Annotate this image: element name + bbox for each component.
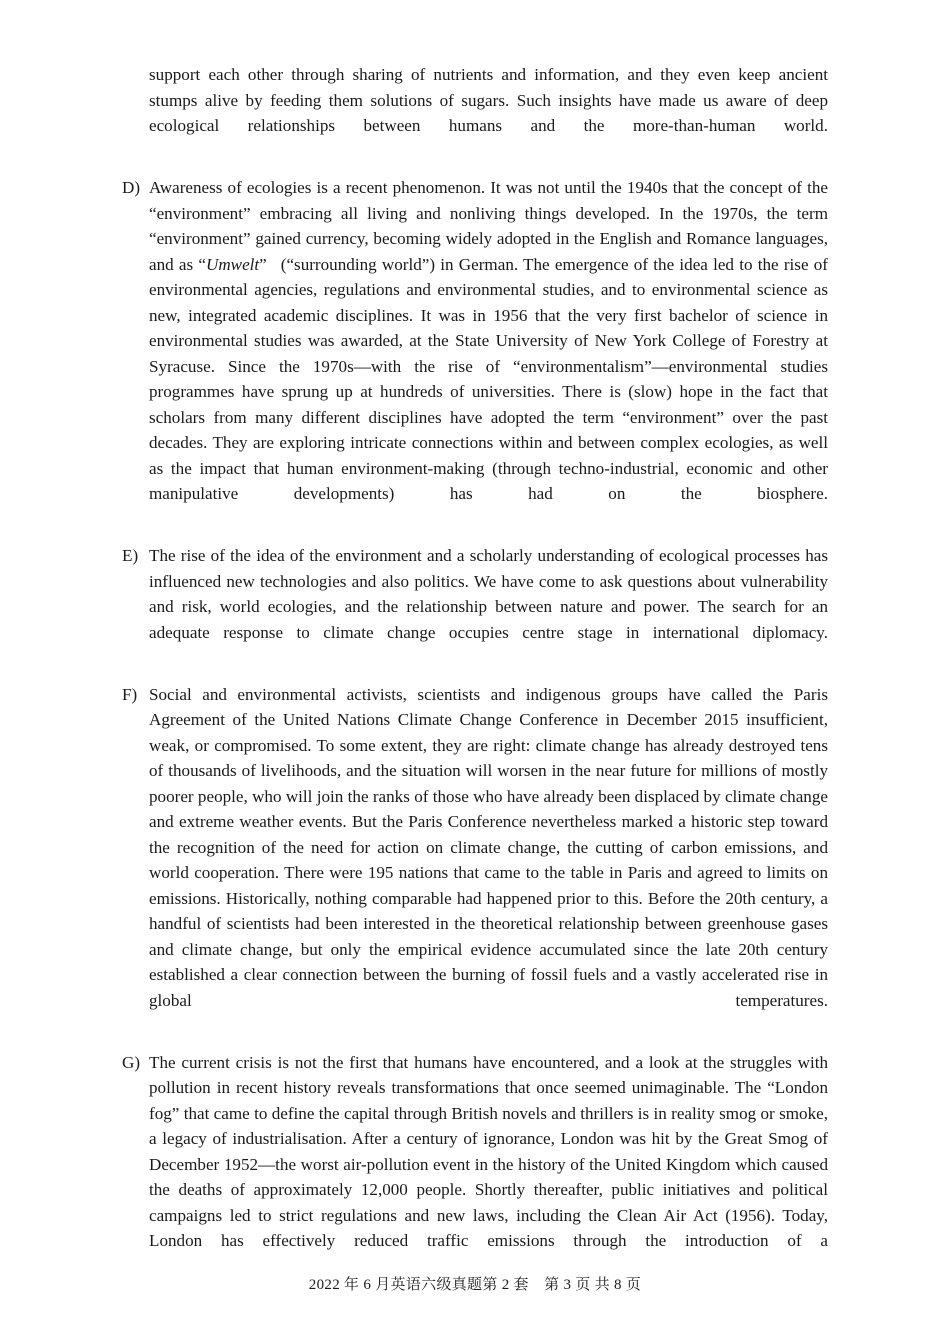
paragraph-d-text-after-term: ” bbox=[259, 254, 267, 274]
paragraph-label-e: E) bbox=[122, 546, 139, 565]
paragraph-text: The current crisis is not the first that humans have encountered, and a look at the struggles with pollution in recent history reveals transformations that once seemed unimaginable. The “London fog” that came to define the capital through British novels and thrillers is in reality smog or smoke, a legacy of industrialisation. After a century of ignorance, London was hit by the Great Smog of December 1952—the worst air-pollution event in the history of the United Kingdom which caused the deaths of approximately 12,000 people. Shortly thereafter, public initiatives and political campaigns led to strict regulations and new laws, including the Clean Air Act (1956). Today, London has effectively reduced traffic emissions through the introduction of a bbox=[149, 1052, 828, 1250]
paragraph-text bbox=[149, 175, 828, 532]
paragraph-label-d: D) bbox=[122, 178, 141, 197]
passage-content bbox=[122, 62, 828, 1290]
paragraph-d-text-before-term: Awareness of ecologies is a recent phenomenon. It was not until the 1940s that the concept of the “environment” embracing all living and nonliving things developed. In the 1970s, the term “environment” gained currency, becoming widely adopted in the English and Romance languages, and as “ bbox=[149, 178, 828, 274]
paragraph-f bbox=[122, 682, 828, 1039]
paragraph-text: The rise of the idea of the environment and a scholarly understanding of ecological processes has influenced new technologies and also politics. We have come to ask questions about vulnerability and risk, world ecologies, and the relationship between nature and power. The search for an adequate response to climate change occupies centre stage in international diplomacy. bbox=[149, 546, 828, 642]
page-footer: 2022 年 6 月英语六级真题第 2 套 第 3 页 共 8 页 bbox=[308, 1277, 642, 1293]
paragraph-text: Social and environmental activists, scientists and indigenous groups have called the Paris Agreement of the United Nations Climate Change Conference in December 2015 insufficient, weak, or compromised. To some extent, they are right: climate change has already destroyed tens of thousands of livelihoods, and the situation will worsen in the near future for millions of mostly poorer people, who will join the ranks of those who have already been displaced by climate change and extreme weather events. But the Paris Conference nevertheless marked a historic step toward the recognition of the need for action on climate change, the cutting of carbon emissions, and world cooperation. There were 195 nations that came to the table in Paris and agreed to limits on emissions. Historically, nothing comparable had happened prior to this. Before the 20th century, a handful of scientists had been interested in the theoretical relationship between greenhouse gases and climate change, but only the empirical evidence accumulated since the late 20th century established a clear connection between the burning of fossil fuels and a vastly accelerated rise in global temperatures. bbox=[149, 684, 828, 1010]
paragraph-label-g: G) bbox=[122, 1052, 141, 1072]
italic-term-umwelt: Umwelt bbox=[205, 254, 260, 274]
paragraph-continuation bbox=[122, 62, 828, 164]
paragraph-e bbox=[122, 543, 828, 671]
paragraph-label-f: F) bbox=[122, 684, 138, 704]
paragraph-d bbox=[122, 175, 828, 532]
paragraph-d-text-tail: (“surrounding world”) in German. The emergence of the idea led to the rise of environmental agencies, regulations and environmental studies, and to environmental science as new, integrated academic disciplines. It was in 1956 that the very first bachelor of science in environmental studies was awarded, at the State University of New York College of Forestry at Syracuse. Since the 1970s—with the rise of “environmentalism”—environmental studies programmes have sprung up at hundreds of universities. There is (slow) hope in the fact that scholars from many different disciplines have adopted the term “environment” over the past decades. They are exploring intricate connections within and between complex ecologies, as well as the impact that human environment-making (through techno-industrial, economic and other manipulative developments) has had on the biosphere. bbox=[149, 254, 829, 503]
paragraph-g bbox=[122, 1050, 828, 1280]
paragraph-text: support each other through sharing of nutrients and information, and they even keep ancient stumps alive by feeding them solutions of sugars. Such insights have made us aware of deep ecological relationships between humans and the more-than-human world. bbox=[149, 65, 828, 135]
